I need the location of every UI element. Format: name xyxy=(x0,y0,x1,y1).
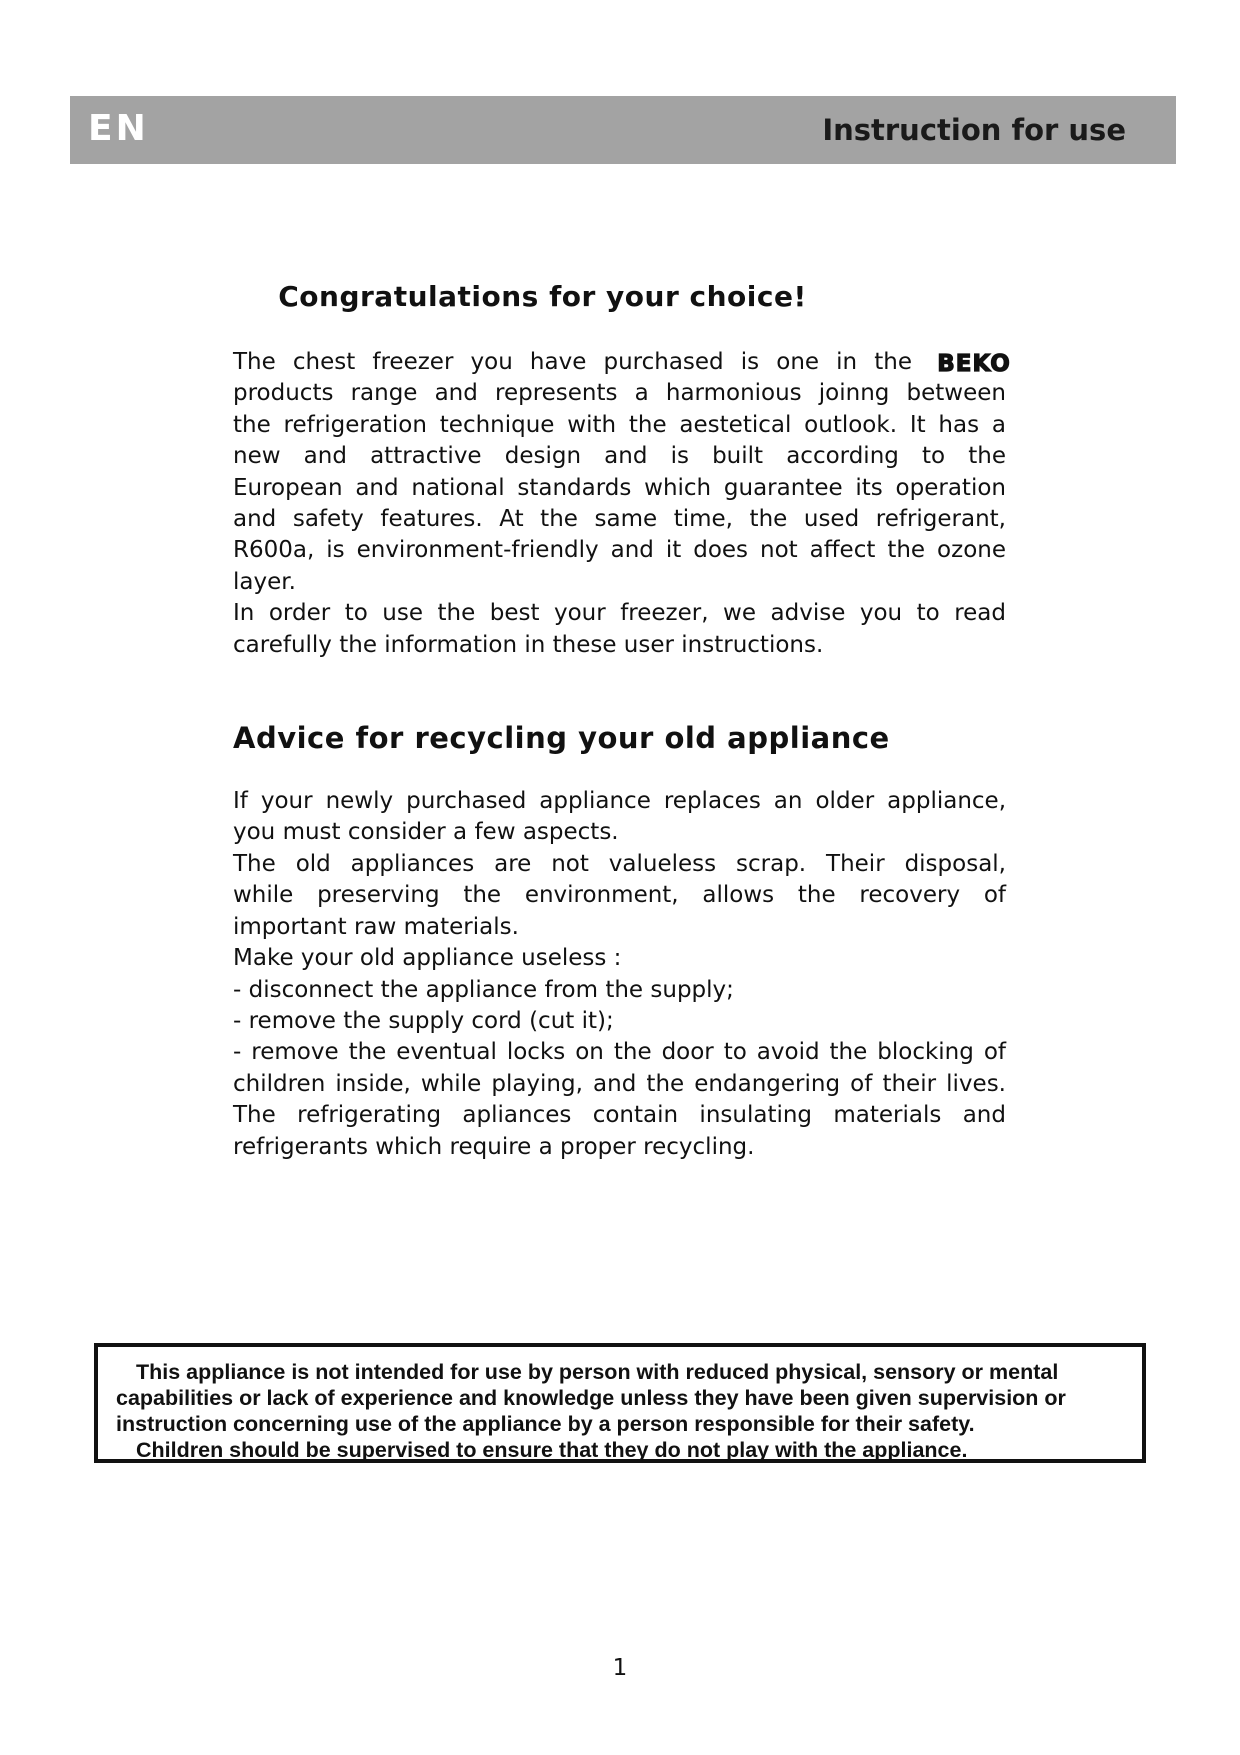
intro-line: new and attractive design and is built according to the xyxy=(233,443,1006,470)
intro-line: the refrigeration technique with the aestetical outlook. It has a xyxy=(233,411,1006,438)
intro-first-line-text: The chest freezer you have purchased is one in the xyxy=(233,349,912,375)
notice-line: Children should be supervised to ensure that they do not play with the appliance. xyxy=(136,1438,968,1462)
header-bar xyxy=(70,96,1176,164)
recycling-line: The old appliances are not valueless scrap. Their disposal, xyxy=(233,850,1006,877)
notice-line: This appliance is not intended for use by person with reduced physical, sensory or mental xyxy=(136,1360,1059,1384)
recycling-line: - disconnect the appliance from the supply; xyxy=(233,976,734,1003)
recycling-line: The refrigerating apliances contain insulating materials and xyxy=(233,1102,1006,1129)
intro-title: Congratulations for your choice! xyxy=(278,280,807,313)
page-number: 1 xyxy=(612,1655,628,1681)
notice-line: instruction concerning use of the appliance by a person responsible for their safety. xyxy=(116,1412,975,1436)
intro-line: European and national standards which guarantee its operation xyxy=(233,474,1006,501)
recycling-title: Advice for recycling your old appliance xyxy=(233,721,890,756)
recycling-paragraph xyxy=(233,786,1006,1163)
intro-line: products range and represents a harmonious joinng between xyxy=(233,380,1006,407)
recycling-line: children inside, while playing, and the endangering of their lives. xyxy=(233,1070,1006,1097)
recycling-line: - remove the eventual locks on the door to avoid the blocking of xyxy=(233,1039,1006,1066)
recycling-line: refrigerants which require a proper recycling. xyxy=(233,1133,755,1160)
beko-logo xyxy=(922,352,1026,374)
intro-first-line xyxy=(233,347,1026,378)
recycling-line: Make your old appliance useless : xyxy=(233,945,622,972)
intro-line: layer. xyxy=(233,568,296,595)
intro-line: R600a, is environment-friendly and it does not affect the ozone xyxy=(233,537,1006,564)
notice-line: capabilities or lack of experience and knowledge unless they have been given supervision or xyxy=(116,1386,1066,1410)
recycling-line: while preserving the environment, allows the recovery of xyxy=(233,882,1006,909)
intro-paragraph xyxy=(233,347,1011,661)
document-title: Instruction for use xyxy=(822,113,1126,147)
safety-notice-box xyxy=(94,1343,1146,1463)
svg-text:BEKO: BEKO xyxy=(937,351,1011,374)
intro-line: and safety features. At the same time, the used refrigerant, xyxy=(233,506,1006,533)
recycling-line: - remove the supply cord (cut it); xyxy=(233,1007,614,1034)
recycling-line: If your newly purchased appliance replaces an older appliance, xyxy=(233,788,1006,815)
language-code: EN xyxy=(88,108,149,149)
intro-advice-line: In order to use the best your freezer, we advise you to read xyxy=(233,600,1006,627)
recycling-line: important raw materials. xyxy=(233,913,519,940)
main-content xyxy=(233,280,1011,1163)
recycling-line: you must consider a few aspects. xyxy=(233,819,619,846)
intro-advice-line: carefully the information in these user instructions. xyxy=(233,631,824,658)
